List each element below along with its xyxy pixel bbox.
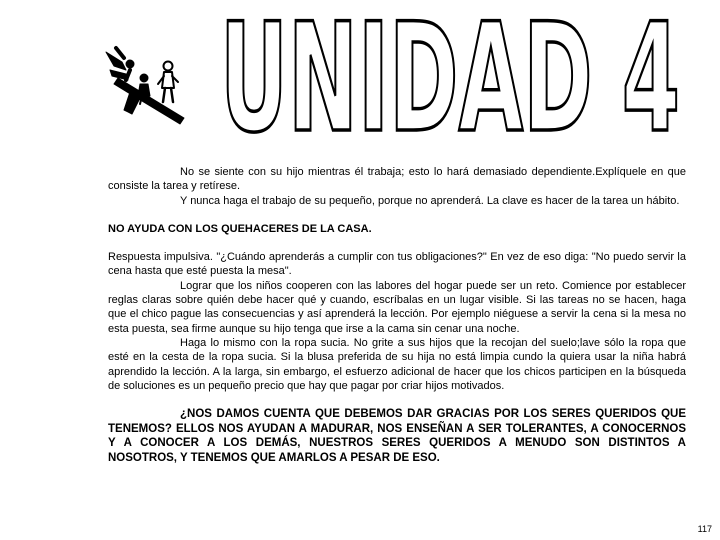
paragraph-1: No se siente con su hijo mientras él trabaja; esto lo hará demasiado dependiente.Explíquele en que consiste la tarea y retírese.: [108, 166, 686, 193]
closing-statement: ¿NOS DAMOS CUENTA QUE DEBEMOS DAR GRACIAS POR LOS SERES QUERIDOS QUE TENEMOS? ELLOS NOS AYUDAN A MADURAR, NOS ENSEÑAN A SER TOLERANTES, A CONOCERNOS Y A CONOCER A LOS DEMÁS, NUESTROS SERES QUERIDOS A MENUDO SON DISTINTOS A NOSOTROS, Y TENEMOS QUE AMARLOS A PESAR DE ESO.: [108, 408, 686, 464]
paragraph-5: Haga lo mismo con la ropa sucia. No grite a sus hijos que la recojan del suelo;lave sólo la ropa que esté en la cesta de la ropa sucia. Si la blusa preferida de su hija no está limpia cundo la quiera usar la niña habrá aprendido la lección. A la larga, sin embargo, el esfuerzo adicional de hacer que los chicos participen en la búsqueda de soluciones es un pequeño precio que hay que pagar por criar hijos motivados.: [108, 336, 686, 392]
paragraph-3: Respuesta impulsiva. "¿Cuándo aprenderás a cumplir con tus obligaciones?" En vez de eso diga: "No puedo servir la cena hasta que esté puesta la mesa".: [108, 251, 686, 278]
section-heading: NO AYUDA CON LOS QUEHACERES DE LA CASA.: [108, 222, 372, 235]
page-number: 117: [697, 524, 712, 534]
paragraph-2: Y nunca haga el trabajo de su pequeño, porque no aprenderá. La clave es hacer de la tarea un hábito.: [180, 194, 680, 207]
seesaw-children-icon: [100, 40, 190, 125]
unit-title-text: UNIDAD 4: [220, 10, 680, 140]
unit-title: [210, 10, 690, 140]
paragraph-4: Lograr que los niños cooperen con las labores del hogar puede ser un reto. Comience por establecer reglas claras sobre quién debe hacer qué y cuando, escríbalas en un lugar visible. Si las tareas no se hacen, haga que el chico pague las consecuencias y así aprenderá la lección. Por ejemplo niéguese a servir la cena si la mesa no esta puesta, sea firme aunque su hijo tenga que irse a la cama sin cenar una noche.: [108, 279, 686, 335]
body-text: [108, 165, 686, 465]
